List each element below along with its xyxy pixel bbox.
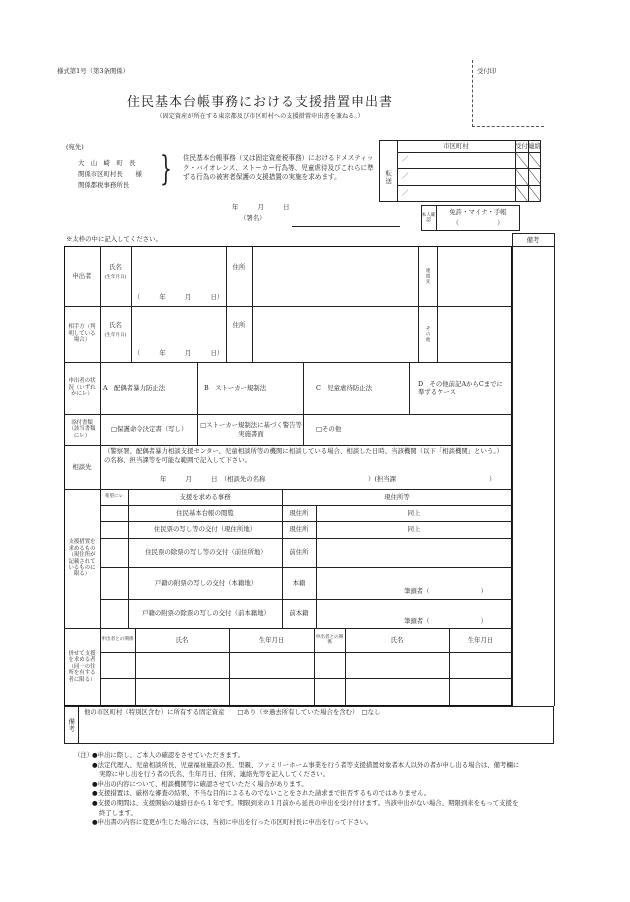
fixed-asset-question[interactable]: 他の市区町村（特別区含む）に所有する固定資産 □あり（※過去所有していた場合を含む） □なし — [84, 708, 381, 716]
form-number: 様式第1号（第3条関係） — [57, 67, 130, 75]
support-value-5[interactable]: 筆頭者（ ） — [404, 617, 488, 625]
applicant-name-label: 氏名 — [109, 262, 122, 271]
support-task-1: 住民基本台帳の閲覧 — [176, 508, 234, 517]
request-text: 住民基本台帳事務（又は固定資産税事務）におけるドメスティック・バイオレンス、ストーカー行為等、児童虐待及びこれらに準ずる行為の被害者保護の支援措置の実施を求めます。 — [183, 154, 374, 182]
support-kind-1: 現住所 — [289, 508, 309, 517]
attachments-label: 添付書類（該当書類にレ） — [68, 419, 96, 439]
support-kind-2: 現住所 — [289, 525, 309, 534]
support-kind-4: 本籍 — [292, 578, 306, 587]
support-address-header: 現住所等 — [384, 492, 410, 501]
identity-methods[interactable]: 免許・マイナ・手帳 — [449, 207, 507, 216]
attachment-stalker-warning-checkbox[interactable]: □ストーカー規制法に基づく警告等実施書面 — [200, 421, 302, 438]
situation-label: 申出者の状況（いずれかにレ） — [68, 378, 96, 398]
consult-department-line[interactable]: ）(担当課 — [368, 475, 397, 483]
consult-date-line[interactable]: 年 月 日 （相談先の名称 — [160, 475, 266, 483]
form-subtitle: （固定資産が所在する東京都及び市区町村への支援措置申出書を兼ねる。） — [156, 113, 364, 120]
partner-address-label: 住所 — [232, 320, 246, 329]
notes-label: （注） — [74, 751, 94, 759]
support-value-3[interactable] — [317, 539, 511, 566]
receipt-stamp-label: 受付印 — [477, 67, 497, 75]
note-item-5: ●支援の期間は、支援開始の連絡日から１年です。期限到来の１月前から延長の申出を受け付けます。当該申出がない場合、期限到来をもって支援を終了します。 — [92, 799, 519, 817]
identity-check-label: 本人確認 — [421, 212, 436, 223]
request-date: 年 月 日 — [232, 203, 290, 211]
partner-label: 相手方（判明している場合） — [68, 324, 96, 344]
note-item-1: ●申出に際し、ご本人の確認をさせていただきます。 — [92, 751, 245, 759]
transfer-slash-2: ／ — [402, 172, 409, 180]
support-task-4: 戸籍の附票の写しの交付（本籍地） — [154, 578, 258, 587]
notes-list — [92, 751, 522, 828]
brace-symbol: } — [160, 149, 172, 189]
applicant-contact-label: 連絡先 — [425, 267, 431, 285]
support-check-4[interactable] — [101, 568, 127, 598]
situation-option-a[interactable]: A 配偶者暴力防止法 — [103, 383, 166, 392]
support-task-3: 住民票の除票の写し等の交付（前住所地） — [145, 548, 267, 557]
joint-relation-header-right: 申出者との関係 — [315, 634, 344, 645]
applicant-name-input[interactable] — [131, 250, 226, 290]
transfer-slash-1: ／ — [402, 155, 409, 163]
note-item-2: ●法定代理人、児童相談所長、児童福祉施設の長、里親、ファミリーホーム事業を行う者等支援措置対象者本人以外の者が申し出る場合は、備考欄に実際に申し出を行う者の氏名、生年月日、住所、連絡先等を記入してください。 — [92, 760, 520, 779]
transfer-header-receipt: 受付 — [515, 141, 528, 150]
joint-name-header-left: 氏名 — [175, 635, 189, 644]
applicant-dob-label: (生年月日) — [104, 275, 127, 281]
transfer-header-contact: 連絡 — [528, 141, 541, 150]
joint-dob-header-right: 生年月日 — [467, 635, 494, 644]
joint-dob-header-left: 生年月日 — [258, 635, 285, 644]
partner-other-label: その他 — [425, 325, 431, 343]
joint-row-2[interactable] — [101, 679, 511, 705]
partner-other-input[interactable] — [438, 309, 511, 359]
consult-close-paren: ） — [489, 475, 496, 483]
partner-dob-label: (生年月日) — [104, 333, 127, 339]
partner-name-input[interactable] — [131, 309, 226, 345]
applicant-address-input[interactable] — [253, 250, 417, 304]
bottom-remarks-label: 備考 — [67, 717, 76, 733]
situation-option-d[interactable]: D その他前記AからCまでに準ずるケース — [418, 379, 503, 396]
note-item-3: ●申出の内容について、相談機関等に確認させていただく場合があります。 — [92, 779, 308, 788]
joint-label: 併せて支援を求める者（同一の住所を有する者に限る） — [68, 650, 96, 683]
support-label: 支援措置を求めるもの（現住所が記載されているものに限る） — [68, 539, 96, 578]
partner-name-label: 氏名 — [109, 320, 122, 329]
joint-name-header-right: 氏名 — [390, 635, 404, 644]
support-kind-3: 前住所 — [289, 548, 309, 557]
signature-label: （署名） — [240, 214, 266, 222]
addressee-tax-office: 関係都税事務所長 — [78, 181, 130, 189]
support-value-2: 同上 — [407, 525, 421, 534]
thick-border-note: ※太枠の中に記入してください。 — [66, 235, 162, 243]
consult-label: 相談先 — [72, 462, 92, 471]
support-check-2[interactable] — [101, 522, 127, 537]
note-item-4: ●支援措置は、厳格な審査の結果、不当な目的によるものでないことをされた請求まで拒否するものではありません。 — [92, 789, 431, 798]
applicant-dob-input[interactable]: （ 年 月 日） — [133, 292, 224, 301]
support-task-2: 住民票の写し等の交付（現住所地） — [153, 525, 257, 534]
support-kind-5: 前本籍 — [289, 609, 309, 618]
partner-dob-input[interactable]: （ 年 月 日） — [133, 348, 224, 357]
support-task-header: 支援を求める事務 — [179, 492, 231, 501]
attachment-other-checkbox[interactable]: □その他 — [316, 425, 342, 434]
note-item-6: ●申出書の内容に変更が生じた場合には、当初に申出を行った市区町村長に申出を行って下さい。 — [92, 818, 373, 827]
partner-address-input[interactable] — [253, 309, 417, 359]
applicant-address-label: 住所 — [232, 262, 246, 271]
addressee-mayor: 大 山 崎 町 長 — [78, 159, 136, 167]
situation-option-c[interactable]: C 児童虐待防止法 — [316, 383, 373, 392]
situation-option-b[interactable]: B ストーカー規制法 — [204, 383, 267, 392]
transfer-slash-3: ／ — [402, 189, 409, 197]
transfer-header-municipality: 市区町村 — [443, 141, 469, 150]
form-title: 住民基本台帳事務における支援措置申出書 — [126, 95, 393, 110]
support-value-1: 同上 — [407, 508, 421, 517]
remarks-header: 備考 — [526, 235, 540, 244]
consult-instructions: （警察署、配偶者暴力相談支援センター、児童相談所等の機関に相談している場合、相談した日時、当該機関（以下「相談機関」という。）の名称、担当課等を可能な範囲で記入して下さい。 — [104, 447, 503, 465]
addressee-label: (宛先) — [66, 143, 84, 151]
joint-relation-header-left: 申出者との関係 — [101, 637, 134, 643]
support-value-4[interactable]: 筆頭者（ ） — [404, 587, 488, 595]
transfer-label: 転送 — [384, 169, 393, 185]
applicant-label: 申出者 — [72, 271, 92, 280]
addressee-related-mayors: 関係市区町村長 様 — [78, 170, 142, 178]
support-check-header: 希望にレ — [104, 494, 124, 500]
support-check-5[interactable] — [101, 600, 127, 627]
support-check-1[interactable] — [101, 506, 127, 520]
joint-row-1[interactable] — [101, 653, 511, 677]
applicant-contact-input[interactable] — [438, 250, 511, 304]
attachment-protection-order-checkbox[interactable]: □保護命令決定書（写し） — [111, 425, 188, 434]
identity-other[interactable]: （ ） — [452, 218, 504, 227]
support-check-3[interactable] — [101, 539, 127, 566]
signature-line — [292, 226, 400, 227]
support-task-5: 戸籍の附票の除票の写しの交付（前本籍地） — [142, 609, 270, 618]
